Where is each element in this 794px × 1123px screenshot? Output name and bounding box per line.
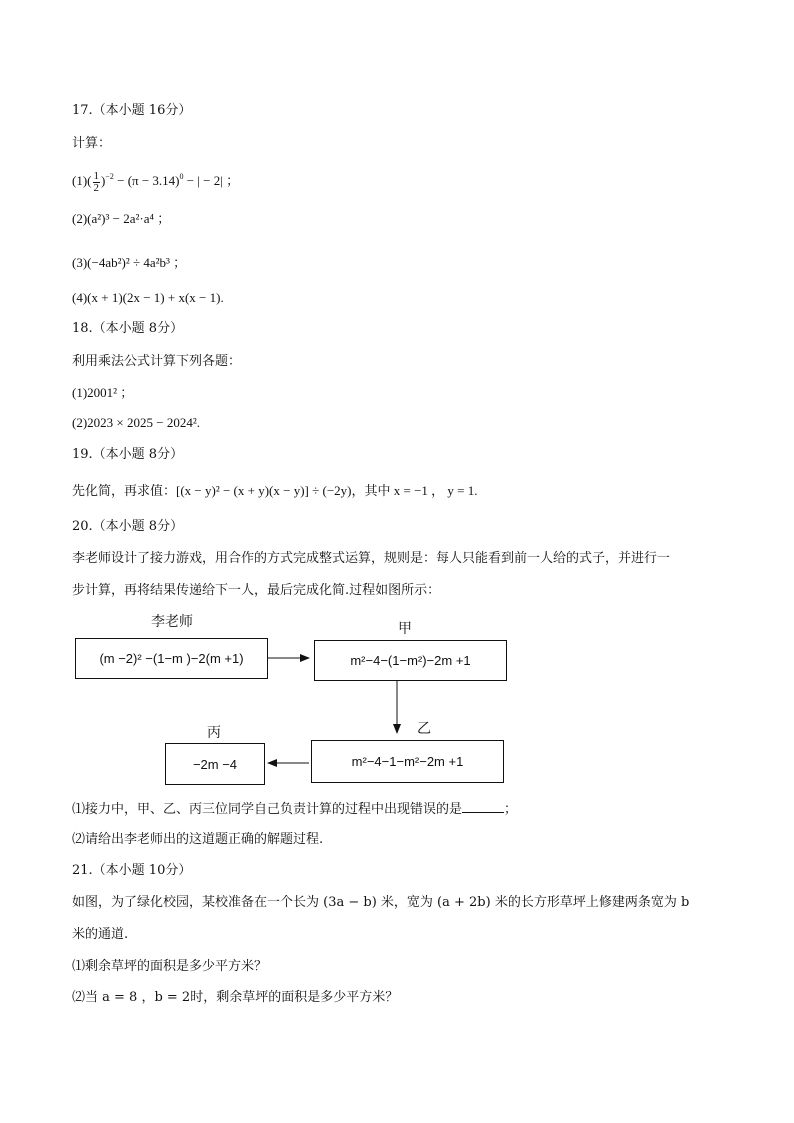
q18-item1: (1)2001² ；: [72, 385, 134, 400]
q17-instruction: 计算：: [72, 136, 112, 151]
q17-header: 17.（本小题 16分）: [72, 103, 192, 118]
answer-blank[interactable]: [462, 800, 504, 813]
q21-para-line2: 米的通道.: [72, 927, 129, 942]
flow-bing-label: 丙: [207, 725, 221, 741]
fraction-one-half: $\frac{1}{2}$: [93, 169, 99, 194]
q20-para-line2: 步计算，再将结果传递给下一人，最后完成化简.过程如图所示：: [72, 583, 441, 598]
q18-instruction: 利用乘法公式计算下列各题：: [72, 354, 242, 369]
q17-item2: (2)(a²)³ − 2a²·a⁴ ；: [72, 211, 171, 226]
q21-header: 21.（本小题 10分）: [72, 863, 192, 878]
q21-sub2: ⑵当 a = 8 ，b = 2时，剩余草坪的面积是多少平方米？: [72, 990, 399, 1005]
q17-item3: (3)(−4ab²)² ÷ 4a²b³ ；: [72, 255, 187, 270]
flow-teacher-expr: (m −2)² −(1−m )−2(m +1): [99, 651, 244, 666]
flow-yi-label: 乙: [417, 721, 431, 737]
q19-header: 19.（本小题 8分）: [72, 447, 184, 462]
flow-bing-expr: −2m −4: [192, 756, 238, 772]
q19-text: 先化简，再求值：[(x − y)² − (x + y)(x − y)] ÷ (−2y)，其中 x = −1 ， y = 1.: [72, 483, 478, 498]
q20-para-line1: 李老师设计了接力游戏，用合作的方式完成整式运算，规则是：每人只能看到前一人给的式子，并进行一: [72, 551, 671, 566]
q21-sub1: ⑴剩余草坪的面积是多少平方米？: [72, 959, 268, 974]
q20-sub2: ⑵请给出李老师出的这道题正确的解题过程.: [72, 832, 324, 847]
flow-jia-expr: m²−4−(1−m²)−2m +1: [350, 653, 471, 668]
q20-header: 20.（本小题 8分）: [72, 519, 184, 534]
q18-item2: (2)2023 × 2025 − 2024².: [72, 415, 200, 430]
q17-item1: (1)( $\frac{1}{2}$ )$^{-2} - (\pi - 3.14)^0$ − | − 2| ；: [72, 169, 240, 194]
q17-item4: (4)(x + 1)(2x − 1) + x(x − 1).: [72, 290, 224, 305]
flow-teacher-label: 李老师: [151, 614, 193, 630]
flow-yi-expr: m²−4−1−m²−2m +1: [351, 754, 464, 769]
q18-header: 18.（本小题 8分）: [72, 321, 184, 336]
flow-jia-label: 甲: [398, 621, 412, 637]
q21-para-line1: 如图，为了绿化校园，某校准备在一个长为 (3a − b) 米，宽为 (a + 2b) 米的长方形草坪上修建两条宽为 b: [72, 895, 690, 910]
q20-sub1: ⑴接力中，甲、乙、丙三位同学自己负责计算的过程中出现错误的是 ；: [72, 802, 518, 817]
